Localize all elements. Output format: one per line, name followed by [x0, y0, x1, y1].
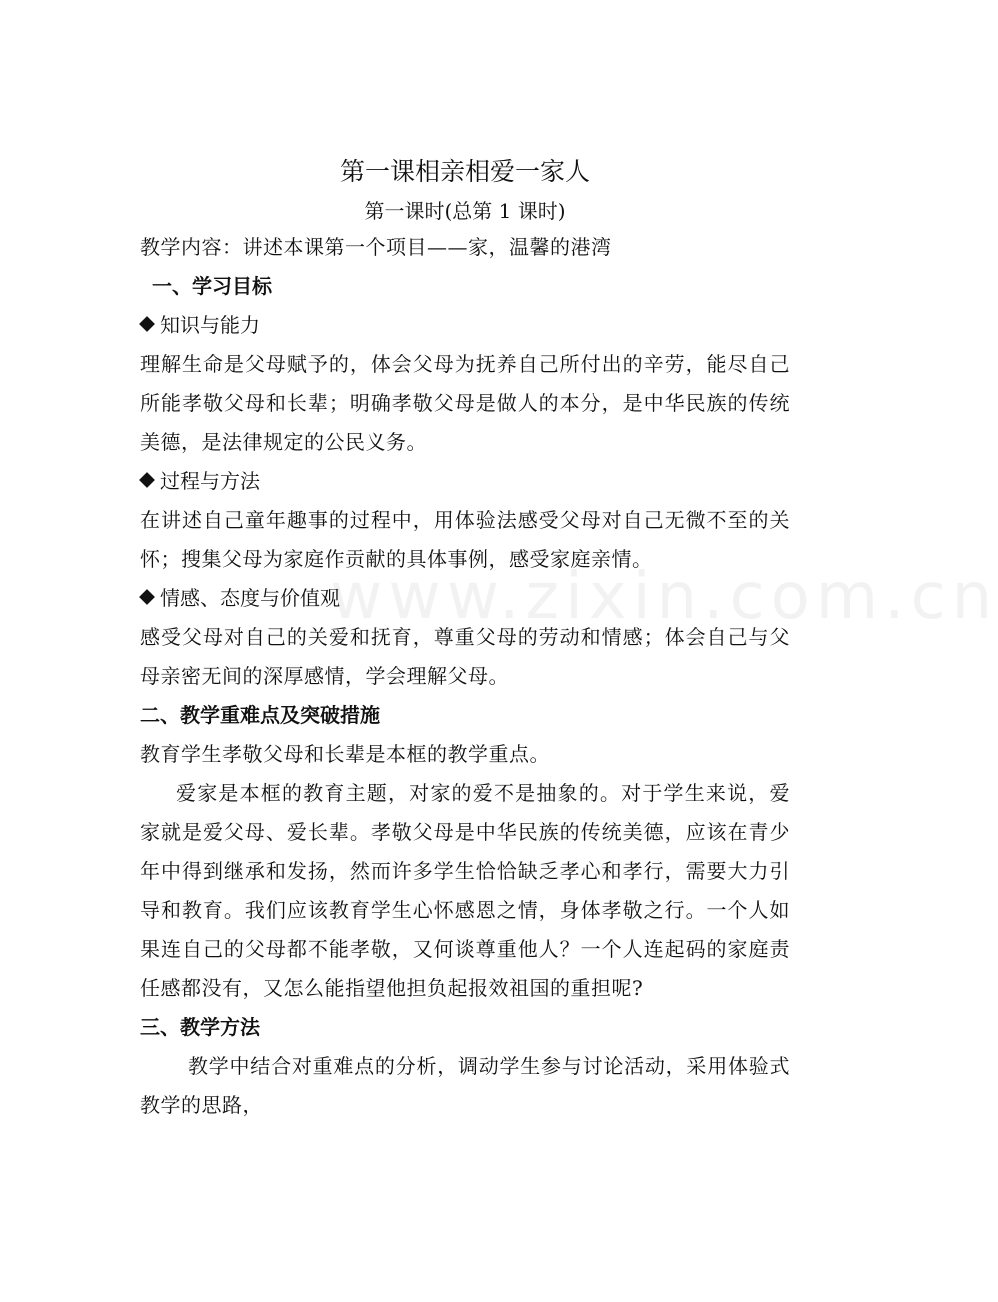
item-emotion-values	[140, 579, 790, 618]
item-knowledge-ability	[140, 306, 790, 345]
document-subtitle: 第一课时(总第 1 课时)	[364, 199, 566, 223]
document-page	[140, 150, 790, 1125]
section3-heading: 三、教学方法	[140, 1015, 260, 1039]
watermark: www.zixin.com.cn	[330, 560, 998, 634]
section2-heading: 二、教学重难点及突破措施	[140, 703, 380, 727]
section2-paragraph-1: 教育学生孝敬父母和长辈是本框的教学重点。	[140, 742, 550, 766]
diamond-bullet-icon	[139, 472, 155, 488]
section2-paragraph-2: 爱家是本框的教育主题，对家的爱不是抽象的。对于学生来说，爱家就是爱父母、爱长辈。孝敬父母是中华民族的传统美德，应该在青少年中得到继承和发扬，然而许多学生恰恰缺乏孝心和孝行，需要大力引导和教育。我们应该教育学生心怀感恩之情，身体孝敬之行。一个人如果连自己的父母都不能孝敬，又何谈尊重他人？一个人连起码的家庭责任感都没有，又怎么能指望他担负起报效祖国的重担呢?	[140, 781, 790, 1000]
document-title: 第一课相亲相爱一家人	[339, 157, 590, 186]
item-process-method-text: 在讲述自己童年趣事的过程中，用体验法感受父母对自己无微不至的关怀；搜集父母为家庭作贡献的具体事例，感受家庭亲情。	[140, 508, 790, 571]
item-label: 情感、态度与价值观	[160, 586, 340, 610]
diamond-bullet-icon	[139, 316, 155, 332]
diamond-bullet-icon	[139, 589, 155, 605]
item-knowledge-ability-text: 理解生命是父母赋予的，体会父母为抚养自己所付出的辛劳，能尽自己所能孝敬父母和长辈；明确孝敬父母是做人的本分，是中华民族的传统美德，是法律规定的公民义务。	[140, 352, 790, 454]
item-label: 过程与方法	[160, 469, 260, 493]
item-label: 知识与能力	[160, 313, 260, 337]
section3-paragraph-1: 教学中结合对重难点的分析，调动学生参与讨论活动，采用体验式教学的思路，	[140, 1054, 790, 1117]
item-process-method	[140, 462, 790, 501]
item-emotion-values-text: 感受父母对自己的关爱和抚育，尊重父母的劳动和情感；体会自己与父母亲密无间的深厚感情，学会理解父母。	[140, 625, 790, 688]
section1-heading: 一、学习目标	[152, 274, 272, 298]
teaching-content-line: 教学内容：讲述本课第一个项目——家，温馨的港湾	[140, 235, 612, 259]
